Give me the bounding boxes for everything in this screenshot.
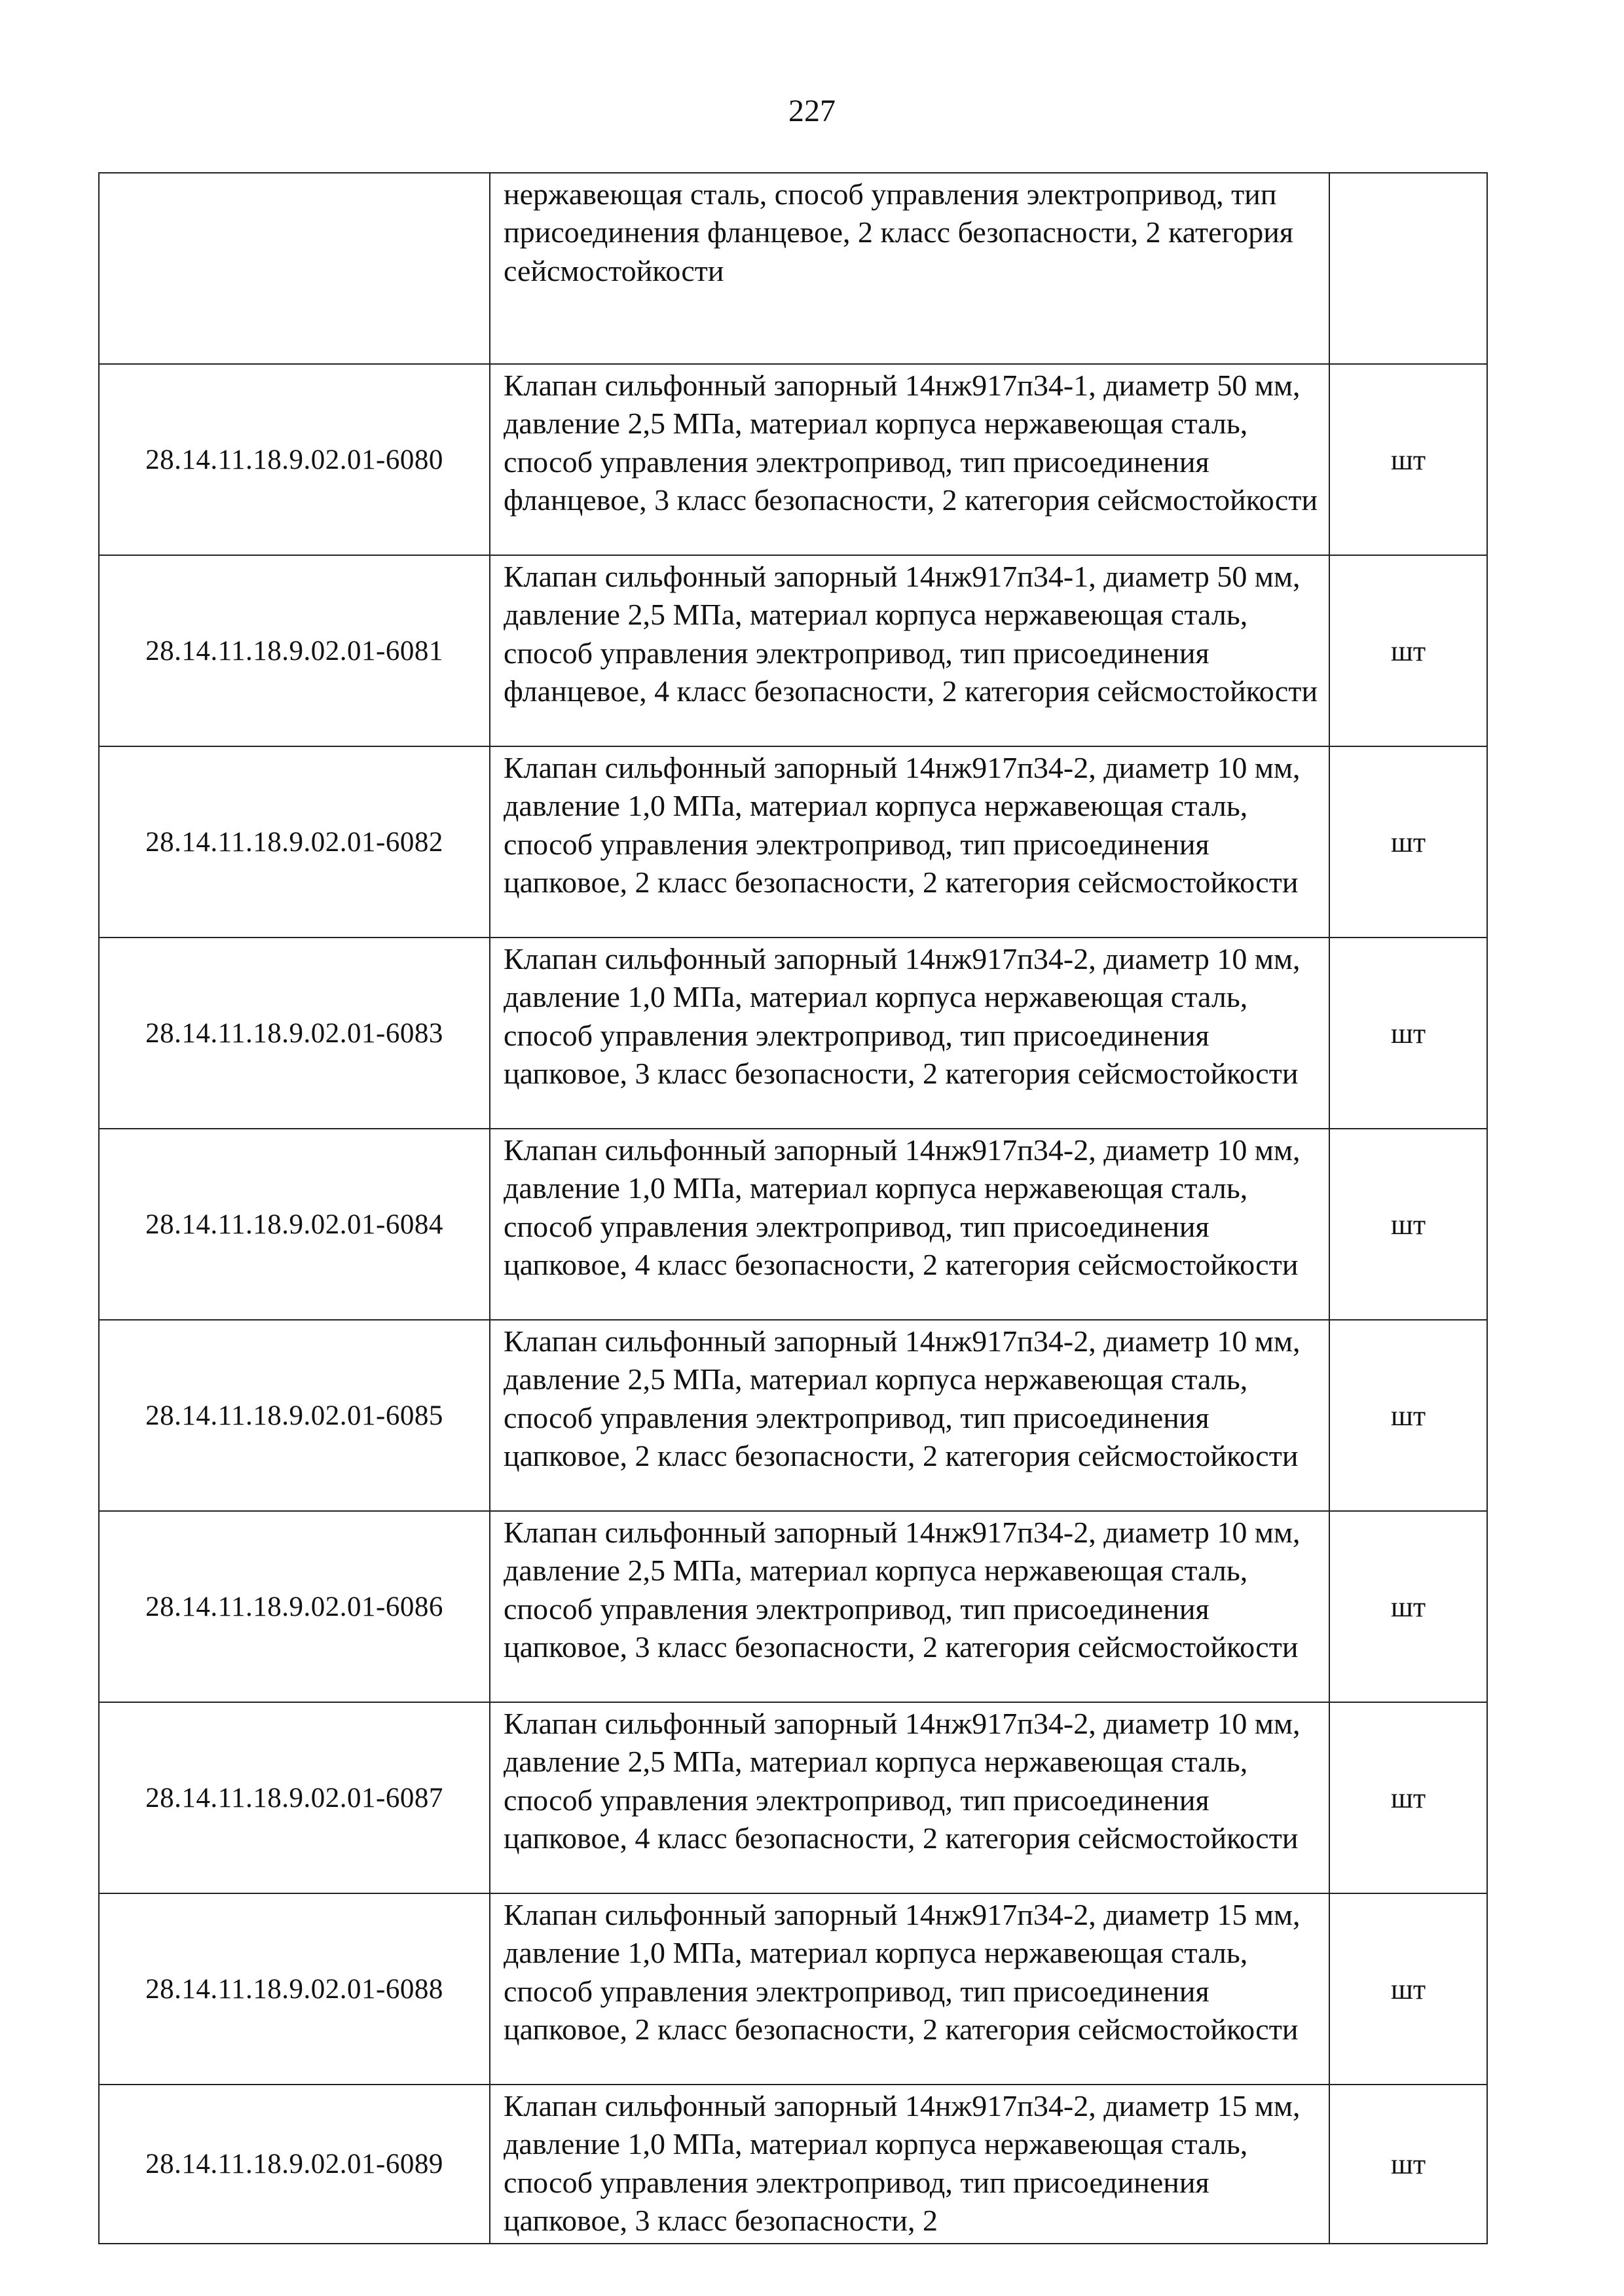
table-row	[99, 1320, 1487, 1511]
unit-of-measure: шт	[1329, 2085, 1487, 2244]
resource-description: Клапан сильфонный запорный 14нж917п34-2, диаметр 15 мм, давление 1,0 МПа, материал корпуса нержавеющая сталь, способ управления электропривод, тип присоединения цапковое, 2 класс безопасности, 2 категория сейсмостойкости	[490, 1893, 1329, 2085]
resource-description: Клапан сильфонный запорный 14нж917п34-1, диаметр 50 мм, давление 2,5 МПа, материал корпуса нержавеющая сталь, способ управления электропривод, тип присоединения фланцевое, 4 класс безопасности, 2 категория сейсмостойкости	[490, 555, 1329, 746]
catalog-table	[98, 172, 1488, 2244]
unit-of-measure	[1329, 173, 1487, 364]
table-row	[99, 1511, 1487, 1702]
resource-description: Клапан сильфонный запорный 14нж917п34-2, диаметр 15 мм, давление 1,0 МПа, материал корпуса нержавеющая сталь, способ управления электропривод, тип присоединения цапковое, 3 класс безопасности, 2	[490, 2085, 1329, 2244]
resource-code: 28.14.11.18.9.02.01-6081	[99, 555, 490, 746]
resource-description: Клапан сильфонный запорный 14нж917п34-2, диаметр 10 мм, давление 2,5 МПа, материал корпуса нержавеющая сталь, способ управления электропривод, тип присоединения цапковое, 2 класс безопасности, 2 категория сейсмостойкости	[490, 1320, 1329, 1511]
unit-of-measure: шт	[1329, 555, 1487, 746]
resource-code: 28.14.11.18.9.02.01-6082	[99, 746, 490, 938]
table-row	[99, 746, 1487, 938]
resource-description: Клапан сильфонный запорный 14нж917п34-2, диаметр 10 мм, давление 1,0 МПа, материал корпуса нержавеющая сталь, способ управления электропривод, тип присоединения цапковое, 2 класс безопасности, 2 категория сейсмостойкости	[490, 746, 1329, 938]
resource-code: 28.14.11.18.9.02.01-6080	[99, 364, 490, 555]
resource-code: 28.14.11.18.9.02.01-6089	[99, 2085, 490, 2244]
unit-of-measure: шт	[1329, 364, 1487, 555]
unit-of-measure: шт	[1329, 938, 1487, 1129]
resource-code: 28.14.11.18.9.02.01-6086	[99, 1511, 490, 1702]
unit-of-measure: шт	[1329, 1320, 1487, 1511]
table-row	[99, 938, 1487, 1129]
resource-description: Клапан сильфонный запорный 14нж917п34-2, диаметр 10 мм, давление 1,0 МПа, материал корпуса нержавеющая сталь, способ управления электропривод, тип присоединения цапковое, 3 класс безопасности, 2 категория сейсмостойкости	[490, 938, 1329, 1129]
unit-of-measure: шт	[1329, 1702, 1487, 1893]
resource-code: 28.14.11.18.9.02.01-6088	[99, 1893, 490, 2085]
resource-code: 28.14.11.18.9.02.01-6083	[99, 938, 490, 1129]
resource-code: 28.14.11.18.9.02.01-6087	[99, 1702, 490, 1893]
table-row	[99, 2085, 1487, 2244]
resource-description: Клапан сильфонный запорный 14нж917п34-1, диаметр 50 мм, давление 2,5 МПа, материал корпуса нержавеющая сталь, способ управления электропривод, тип присоединения фланцевое, 3 класс безопасности, 2 категория сейсмостойкости	[490, 364, 1329, 555]
resource-code: 28.14.11.18.9.02.01-6085	[99, 1320, 490, 1511]
resource-code: 28.14.11.18.9.02.01-6084	[99, 1129, 490, 1320]
table-row	[99, 173, 1487, 364]
table-row	[99, 1893, 1487, 2085]
resource-description: Клапан сильфонный запорный 14нж917п34-2, диаметр 10 мм, давление 2,5 МПа, материал корпуса нержавеющая сталь, способ управления электропривод, тип присоединения цапковое, 3 класс безопасности, 2 категория сейсмостойкости	[490, 1511, 1329, 1702]
unit-of-measure: шт	[1329, 1129, 1487, 1320]
resource-code	[99, 173, 490, 364]
table-row	[99, 1702, 1487, 1893]
table-row	[99, 555, 1487, 746]
unit-of-measure: шт	[1329, 746, 1487, 938]
table-row	[99, 364, 1487, 555]
resource-description: Клапан сильфонный запорный 14нж917п34-2, диаметр 10 мм, давление 2,5 МПа, материал корпуса нержавеющая сталь, способ управления электропривод, тип присоединения цапковое, 4 класс безопасности, 2 категория сейсмостойкости	[490, 1702, 1329, 1893]
unit-of-measure: шт	[1329, 1511, 1487, 1702]
resource-description: Клапан сильфонный запорный 14нж917п34-2, диаметр 10 мм, давление 1,0 МПа, материал корпуса нержавеющая сталь, способ управления электропривод, тип присоединения цапковое, 4 класс безопасности, 2 категория сейсмостойкости	[490, 1129, 1329, 1320]
resource-description: нержавеющая сталь, способ управления электропривод, тип присоединения фланцевое, 2 класс безопасности, 2 категория сейсмостойкости	[490, 173, 1329, 364]
unit-of-measure: шт	[1329, 1893, 1487, 2085]
page-number: 227	[788, 94, 836, 128]
table-row	[99, 1129, 1487, 1320]
